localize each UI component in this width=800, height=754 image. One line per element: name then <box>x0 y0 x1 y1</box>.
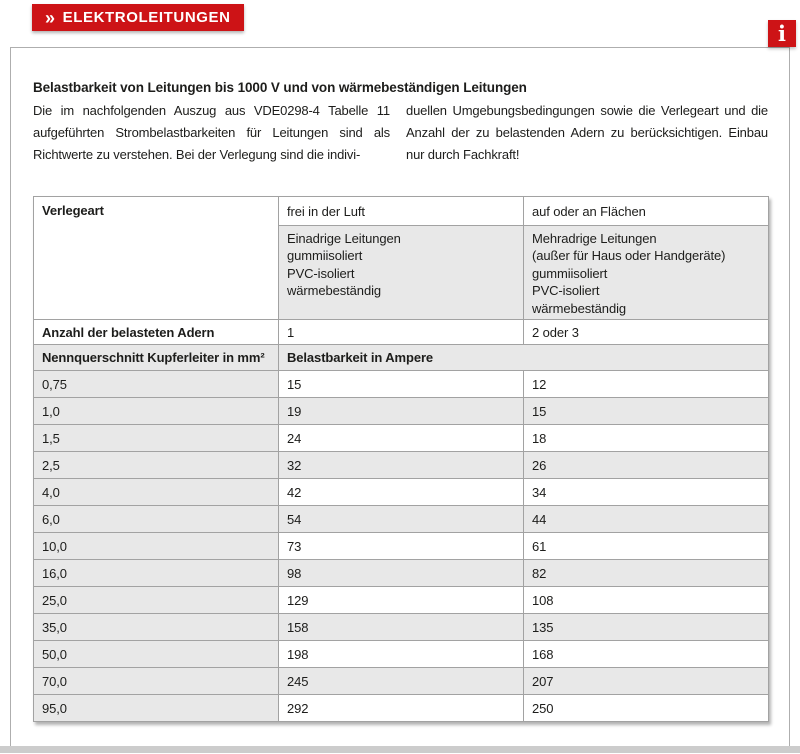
cell-frei-in-der-luft: 129 <box>279 587 524 614</box>
header-anzahl-adern: Anzahl der belasteten Adern <box>34 320 279 345</box>
header-auf-oder-an-flaechen: auf oder an Flächen <box>524 197 769 226</box>
desc-line: PVC-isoliert <box>287 265 355 281</box>
section-title: ELEKTROLEITUNGEN <box>62 9 231 26</box>
cell-frei-in-der-luft: 292 <box>279 695 524 722</box>
cell-auf-oder-an-flaechen: 34 <box>524 479 769 506</box>
cell-auf-oder-an-flaechen: 108 <box>524 587 769 614</box>
cell-nennquerschnitt: 1,0 <box>34 398 279 425</box>
intro-paragraph-left: Die im nachfolgenden Auszug aus VDE0298-4 Tabelle 11 aufgeführten Strombelastbarkeiten für Leitungen sind als Richtwerte zu verstehen. Bei der Verlegung sind die indivi- <box>33 103 390 162</box>
table-row <box>34 479 769 506</box>
cell-auf-oder-an-flaechen: 250 <box>524 695 769 722</box>
table-row <box>34 533 769 560</box>
cell-frei-in-der-luft: 98 <box>279 560 524 587</box>
table-row <box>34 371 769 398</box>
table-row <box>34 425 769 452</box>
table-row <box>34 506 769 533</box>
table-row <box>34 560 769 587</box>
table-row <box>34 452 769 479</box>
cell-auf-oder-an-flaechen: 15 <box>524 398 769 425</box>
cell-auf-oder-an-flaechen: 44 <box>524 506 769 533</box>
table-data-body <box>34 371 769 722</box>
section-header-badge <box>32 4 244 31</box>
cell-frei-in-der-luft: 32 <box>279 452 524 479</box>
cell-nennquerschnitt: 2,5 <box>34 452 279 479</box>
double-chevron-right-icon: » <box>45 7 56 28</box>
cell-nennquerschnitt: 16,0 <box>34 560 279 587</box>
table-row <box>34 695 769 722</box>
cell-nennquerschnitt: 6,0 <box>34 506 279 533</box>
cell-nennquerschnitt: 25,0 <box>34 587 279 614</box>
intro-heading: Belastbarkeit von Leitungen bis 1000 V und von wärmebeständigen Leitungen <box>33 80 527 95</box>
desc-line: wärmebeständig <box>532 300 626 316</box>
desc-mehradrige-leitungen <box>524 226 769 320</box>
table-row <box>34 398 769 425</box>
cell-frei-in-der-luft: 19 <box>279 398 524 425</box>
table-row-spaltenkoepfe <box>34 345 769 371</box>
table-row <box>34 587 769 614</box>
cell-nennquerschnitt: 50,0 <box>34 641 279 668</box>
cell-auf-oder-an-flaechen: 18 <box>524 425 769 452</box>
table-row <box>34 668 769 695</box>
intro-paragraph-right: duellen Umgebungsbedingungen sowie die Verlegeart und die Anzahl der zu belastenden Adern zu berücksichtigen. Einbau nur durch Fachkraft! <box>406 103 768 162</box>
header-belastbarkeit: Belastbarkeit in Ampere <box>279 345 769 371</box>
cell-frei-in-der-luft: 24 <box>279 425 524 452</box>
desc-line: Einadrige Leitungen <box>287 231 401 246</box>
page-bottom-edge <box>0 746 800 753</box>
value-adern-frei: 1 <box>279 320 524 345</box>
header-frei-in-der-luft: frei in der Luft <box>279 197 524 226</box>
cell-nennquerschnitt: 10,0 <box>34 533 279 560</box>
cell-frei-in-der-luft: 198 <box>279 641 524 668</box>
cell-auf-oder-an-flaechen: 207 <box>524 668 769 695</box>
intro-text-columns <box>33 100 768 166</box>
cell-frei-in-der-luft: 158 <box>279 614 524 641</box>
belastbarkeit-table <box>33 196 769 722</box>
cell-nennquerschnitt: 4,0 <box>34 479 279 506</box>
cell-frei-in-der-luft: 54 <box>279 506 524 533</box>
header-verlegeart: Verlegeart <box>34 197 279 320</box>
cell-nennquerschnitt: 1,5 <box>34 425 279 452</box>
info-icon <box>768 20 796 47</box>
cell-auf-oder-an-flaechen: 26 <box>524 452 769 479</box>
cell-nennquerschnitt: 70,0 <box>34 668 279 695</box>
cell-frei-in-der-luft: 42 <box>279 479 524 506</box>
value-adern-flaechen: 2 oder 3 <box>524 320 769 345</box>
header-nennquerschnitt: Nennquerschnitt Kupferleiter in mm² <box>34 345 279 371</box>
cell-auf-oder-an-flaechen: 168 <box>524 641 769 668</box>
desc-line: Mehradrige Leitungen <box>532 231 657 246</box>
cell-nennquerschnitt: 95,0 <box>34 695 279 722</box>
cell-auf-oder-an-flaechen: 135 <box>524 614 769 641</box>
desc-line: (außer für Haus oder Handgeräte) <box>532 248 726 264</box>
cell-frei-in-der-luft: 245 <box>279 668 524 695</box>
cell-auf-oder-an-flaechen: 82 <box>524 560 769 587</box>
table-row-adern <box>34 320 769 345</box>
cell-auf-oder-an-flaechen: 61 <box>524 533 769 560</box>
info-icon-glyph: i <box>778 21 786 46</box>
cell-nennquerschnitt: 35,0 <box>34 614 279 641</box>
desc-line: wärmebeständig <box>287 283 381 299</box>
cell-frei-in-der-luft: 73 <box>279 533 524 560</box>
cell-frei-in-der-luft: 15 <box>279 371 524 398</box>
cell-auf-oder-an-flaechen: 12 <box>524 371 769 398</box>
desc-line: gummiisoliert <box>287 248 363 264</box>
table-row-verlegeart <box>34 197 769 226</box>
table-row <box>34 641 769 668</box>
desc-line: PVC-isoliert <box>532 283 600 299</box>
desc-einadrige-leitungen <box>279 226 524 320</box>
table-row <box>34 614 769 641</box>
desc-line: gummiisoliert <box>532 265 608 281</box>
cell-nennquerschnitt: 0,75 <box>34 371 279 398</box>
